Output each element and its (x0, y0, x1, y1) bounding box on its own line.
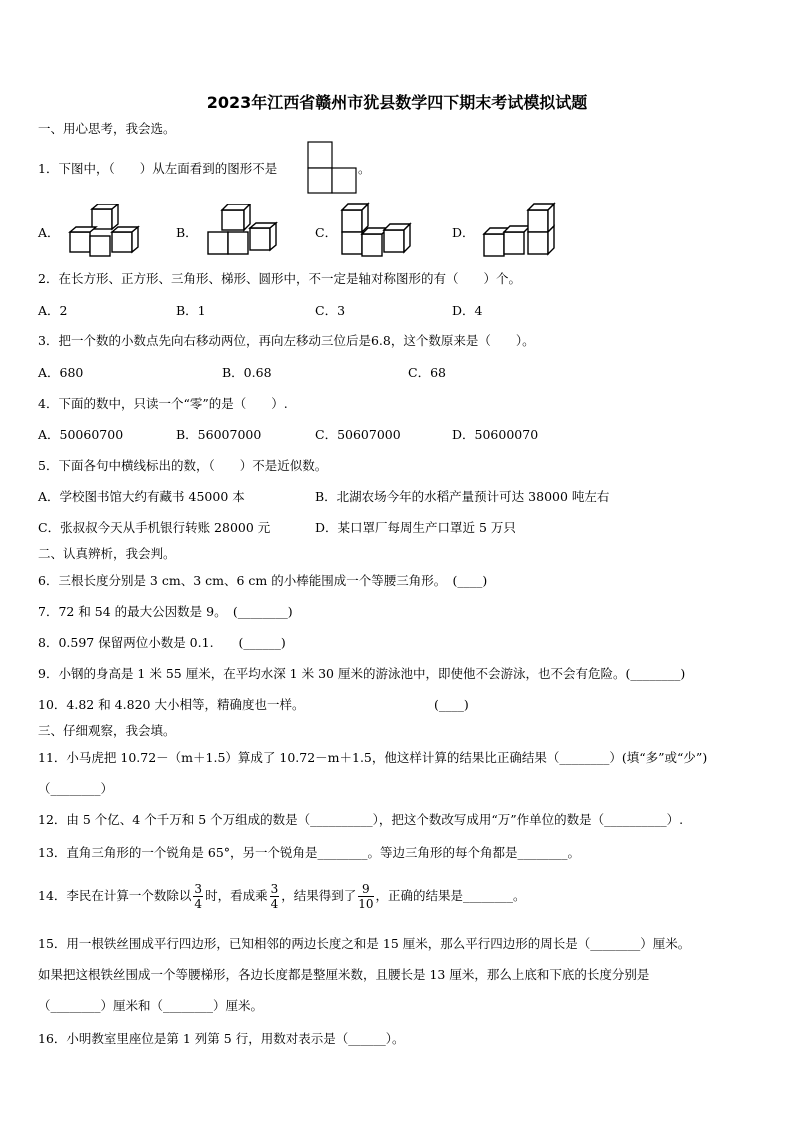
question-15-line-1: 15．用一根铁丝围成平行四边形，已知相邻的两边长度之和是 15 厘米，那么平行四边形的周长是（________）厘米。 (38, 936, 691, 951)
page-title: 2023年江西省赣州市犹县数学四下期末考试模拟试题 (206, 93, 588, 112)
question-2: 2．在长方形、正方形、三角形、梯形、圆形中，不一定是轴对称图形的有（ ）个。 (38, 271, 521, 286)
question-15-line-2: 如果把这根铁丝围成一个等腰梯形，各边长度都是整厘米数，且腰长是 13 厘米，那么上底和下底的长度分别是 (38, 967, 650, 982)
fraction-three-quarters-2 (270, 882, 280, 911)
fraction-three-quarters (193, 882, 203, 911)
question-9: 9．小钢的身高是 1 米 55 厘米，在平均水深 1 米 30 厘米的游泳池中，即使他不会游泳，也不会有危险。(________) (38, 666, 686, 681)
question-14 (38, 878, 526, 914)
question-5-option-b[interactable]: B．北湖农场今年的水稻产量预计可达 38000 吨左右 (315, 489, 610, 504)
option-c-cube-figure (338, 202, 414, 260)
question-1-tail: 。 (358, 161, 371, 176)
option-d-cube-figure (480, 202, 558, 260)
fraction-numerator: 3 (270, 882, 279, 896)
question-10-answer-blank[interactable]: (____) (434, 697, 469, 712)
question-3-option-b[interactable]: B．0.68 (222, 365, 272, 380)
fraction-denominator: 4 (194, 897, 203, 911)
question-16: 16．小明教室里座位是第 1 列第 5 行，用数对表示是（______）。 (38, 1031, 405, 1046)
option-a-cube-figure (66, 204, 144, 260)
question-6: 6．三根长度分别是 3 cm、3 cm、6 cm 的小棒能围成一个等腰三角形。 (____) (38, 573, 488, 588)
question-1-option-d[interactable]: D． (452, 225, 475, 240)
question-11-line-1: 11．小马虎把 10.72－（m＋1.5）算成了 10.72－m＋1.5，他这样计算的结果比正确结果（________）(填“多”或“少”) (38, 750, 708, 765)
question-5-option-c[interactable]: C．张叔叔今天从手机银行转账 28000 元 (38, 520, 271, 535)
question-14-part-1: 14．李民在计算一个数除以 (38, 888, 192, 903)
question-2-option-d[interactable]: D．4 (452, 303, 483, 318)
question-1-text: 1．下图中，（ ）从左面看到的图形不是 (38, 161, 278, 176)
question-2-option-c[interactable]: C．3 (315, 303, 346, 318)
fraction-denominator: 4 (270, 897, 279, 911)
question-5-option-a[interactable]: A．学校图书馆大约有藏书 45000 本 (38, 489, 245, 504)
section-1-heading: 一、用心思考，我会选。 (38, 121, 176, 136)
question-10: 10．4.82 和 4.820 大小相等，精确度也一样。 (38, 697, 305, 712)
question-3: 3．把一个数的小数点先向右移动两位，再向左移动三位后是6.8，这个数原来是（ ）。 (38, 333, 535, 348)
fraction-numerator: 3 (194, 882, 203, 896)
fraction-denominator: 10 (358, 897, 374, 911)
question-1-option-c[interactable]: C． (315, 225, 338, 240)
question-15-line-3: （________）厘米和（________）厘米。 (38, 998, 264, 1013)
fraction-numerator: 9 (358, 882, 373, 897)
question-4-option-a[interactable]: A．50060700 (38, 427, 124, 442)
question-14-part-4: ，正确的结果是________。 (375, 888, 526, 903)
question-2-option-b[interactable]: B．1 (176, 303, 206, 318)
question-1-option-a[interactable]: A． (38, 225, 60, 240)
question-2-option-a[interactable]: A．2 (38, 303, 68, 318)
question-1 (38, 160, 277, 178)
question-12: 12．由 5 个亿、4 个千万和 5 个万组成的数是（__________），把这个数改写成用“万”作单位的数是（__________）. (38, 812, 684, 827)
question-4: 4．下面的数中，只读一个“零”的是（ ）. (38, 396, 288, 411)
question-14-part-3: ，结果得到了 (281, 888, 357, 903)
question-3-option-c[interactable]: C．68 (408, 365, 446, 380)
question-3-option-a[interactable]: A．680 (38, 365, 84, 380)
fraction-nine-tenths (358, 882, 373, 911)
question-11-line-2[interactable]: （________） (38, 781, 114, 796)
question-8: 8．0.597 保留两位小数是 0.1. (______) (38, 635, 286, 650)
question-7: 7．72 和 54 的最大公因数是 9。 (________) (38, 604, 293, 619)
question-4-option-b[interactable]: B．56007000 (176, 427, 262, 442)
section-3-heading: 三、仔细观察，我会填。 (38, 723, 176, 738)
question-14-part-2: 时，看成乘 (205, 888, 268, 903)
question-13: 13．直角三角形的一个锐角是 65°，另一个锐角是________。等边三角形的每个角都是________。 (38, 845, 581, 860)
section-2-heading: 二、认真辨析，我会判。 (38, 546, 176, 561)
question-1-option-b[interactable]: B． (176, 225, 198, 240)
question-4-option-c[interactable]: C．50607000 (315, 427, 401, 442)
option-b-cube-figure (204, 204, 280, 260)
question-1-view-figure (307, 141, 357, 194)
question-5: 5．下面各句中横线标出的数，（ ）不是近似数。 (38, 458, 328, 473)
question-5-option-d[interactable]: D．某口罩厂每周生产口罩近 5 万只 (315, 520, 516, 535)
question-4-option-d[interactable]: D．50600070 (452, 427, 539, 442)
